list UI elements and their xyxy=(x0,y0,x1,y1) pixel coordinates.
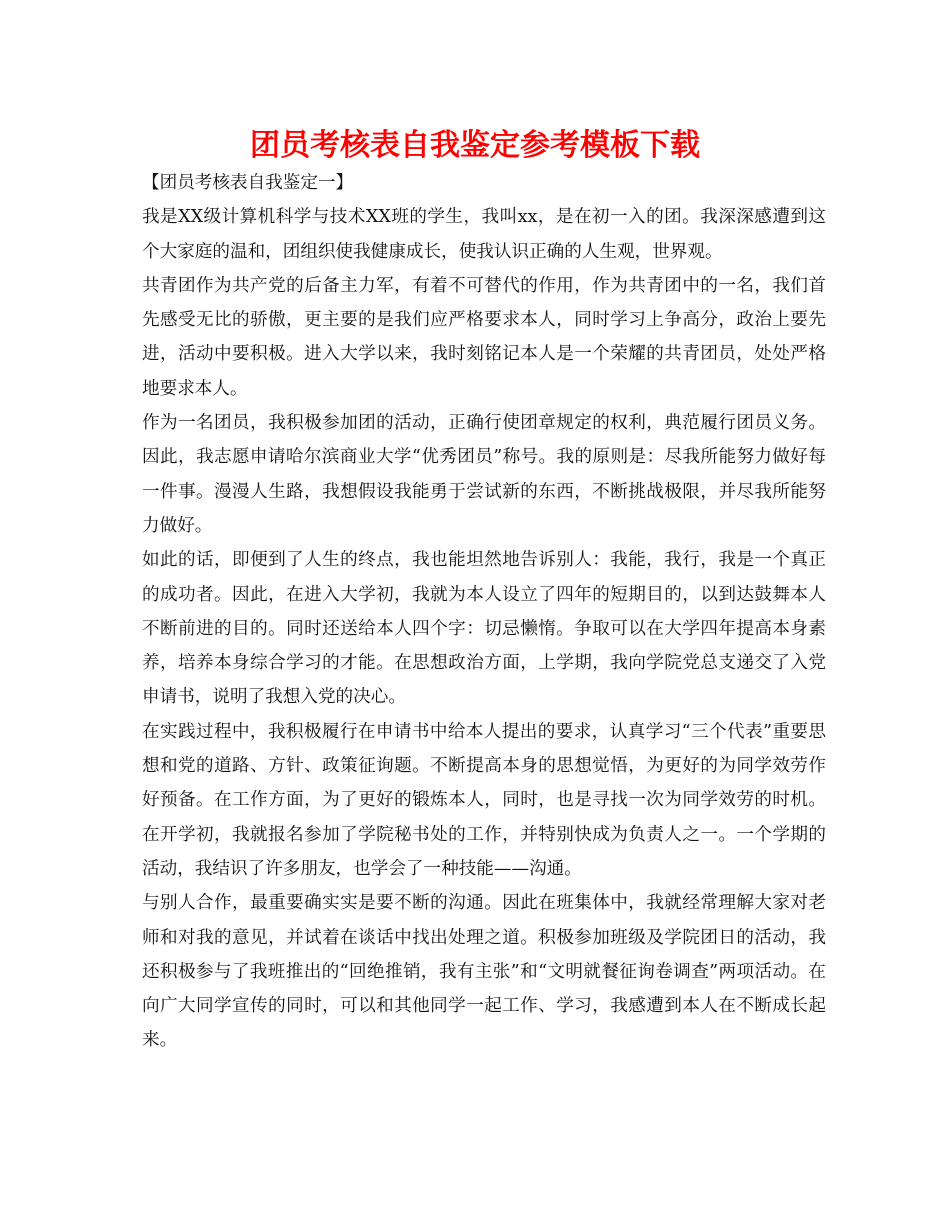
paragraph-4: 如此的话，即便到了人生的终点，我也能坦然地告诉别人：我能，我行，我是一个真正的成功者。因此，在进入大学初，我就为本人设立了四年的短期目的，以到达鼓舞本人不断前进的目的。同时还送给本人四个字：切忌懒惰。争取可以在大学四年提高本身素养，培养本身综合学习的才能。在思想政治方面，上学期，我向学院党总支递交了入党申请书，说明了我想入党的决心。 xyxy=(142,550,826,708)
document-title: 团员考核表自我鉴定参考模板下载 xyxy=(250,128,700,163)
paragraph-1: 我是XX级计算机科学与技术XX班的学生，我叫xx，是在初一入的团。我深深感遭到这个大家庭的温和，团组织使我健康成长，使我认识正确的人生观，世界观。 xyxy=(142,207,826,262)
paragraph-2: 共青团作为共产党的后备主力军，有着不可替代的作用，作为共青团中的一名，我们首先感受无比的骄傲，更主要的是我们应严格要求本人，同时学习上争高分，政治上要先进，活动中要积极。进入大学以来，我时刻铭记本人是一个荣耀的共青团员，处处严格地要求本人。 xyxy=(142,275,826,399)
paragraph-5: 在实践过程中，我积极履行在申请书中给本人提出的要求，认真学习“三个代表”重要思想和党的道路、方针、政策征询题。不断提高本身的思想觉悟，为更好的为同学效劳作好预备。在工作方面，为了更好的锻炼本人，同时，也是寻找一次为同学效劳的时机。在开学初，我就报名参加了学院秘书处的工作，并特别快成为负责人之一。一个学期的活动，我结识了许多朋友，也学会了一种技能——沟通。 xyxy=(142,721,826,879)
paragraph-3: 作为一名团员，我积极参加团的活动，正确行使团章规定的权利，典范履行团员义务。因此，我志愿申请哈尔滨商业大学“优秀团员”称号。我的原则是：尽我所能努力做好每一件事。漫漫人生路，我想假设我能勇于尝试新的东西，不断挑战极限，并尽我所能努力做好。 xyxy=(142,413,826,536)
document-body xyxy=(142,166,826,1058)
paragraph-6: 与别人合作，最重要确实实是要不断的沟通。因此在班集体中，我就经常理解大家对老师和对我的意见，并试着在谈话中找出处理之道。积极参加班级及学院团日的活动，我还积极参与了我班推出的“回绝推销，我有主张”和“文明就餐征询卷调查”两项活动。在向广大同学宣传的同时，可以和其他同学一起工作、学习，我感遭到本人在不断成长起来。 xyxy=(142,893,826,1051)
section-heading: 【团员考核表自我鉴定一】 xyxy=(142,173,354,193)
